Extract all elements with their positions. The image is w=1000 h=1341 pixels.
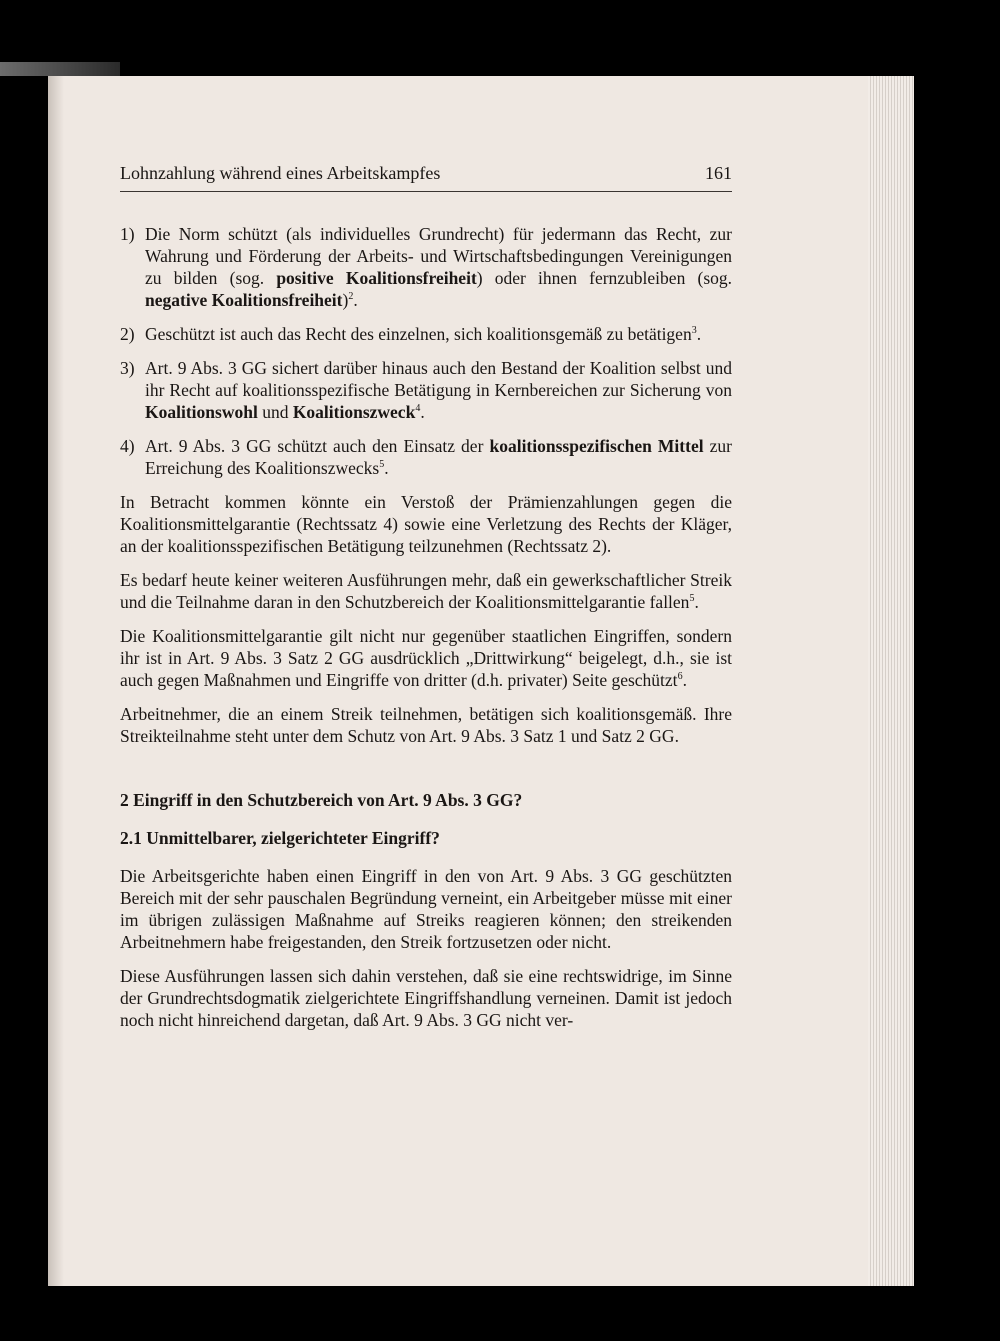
bold-term: negative Koalitionsfreiheit (145, 290, 343, 310)
list-item-1 (120, 223, 732, 311)
section-heading: 2 Eingriff in den Schutzbereich von Art. 9 Abs. 3 GG? (120, 790, 523, 810)
page-number: 161 (705, 163, 732, 183)
page-stack-edges (868, 76, 914, 1286)
list-item-number: 3) (120, 358, 135, 378)
page-body (120, 223, 732, 1043)
list-item-number: 1) (120, 224, 135, 244)
footnote-ref: 4 (415, 403, 421, 415)
footnote-ref: 3 (691, 325, 697, 337)
paragraph: Die Koalitionsmittelgarantie gilt nicht nur gegenüber staatlichen Eingriffen, sondern ihr ist in Art. 9 Abs. 3 Satz 2 GG ausdrücklich „Drittwirkung“ beigelegt, d.h., sie ist auch gegen Maßnahmen und Eingriffe von dritter (d.h. privater) Seite geschützt$^6$. (120, 626, 732, 690)
list-item-2 (120, 323, 732, 345)
footnote-ref: 6 (677, 671, 683, 683)
footnote-ref: 2 (348, 291, 354, 303)
paragraph: Diese Ausführungen lassen sich dahin verstehen, daß sie eine rechtswidrige, im Sinne der Grundrechtsdogmatik zielgerichtete Eingriffshandlung verneinen. Damit ist jedoch noch nicht hinreichend dargetan, daß Art. 9 Abs. 3 GG nicht ver- (120, 966, 732, 1030)
list-item-3 (120, 357, 732, 423)
page-gutter-shadow (48, 76, 64, 1286)
bold-term: Koalitionszweck (292, 402, 416, 422)
paragraph: Die Arbeitsgerichte haben einen Eingriff in den von Art. 9 Abs. 3 GG geschützten Bereich mit der sehr pauschalen Begründung verneint, ein Arbeitgeber müsse mit einer im übrigen zulässigen Maßnahme auf Streiks reagieren können; den streikenden Arbeitnehmern habe freigestanden, den Streik fortzusetzen oder nicht. (120, 866, 732, 952)
running-title: Lohnzahlung während eines Arbeitskampfes (120, 163, 441, 183)
bold-term: Koalitionswohl (145, 402, 258, 422)
list-item-text: Art. 9 Abs. 3 GG schützt auch den Einsatz der koalitionsspezifischen Mittel zur Erreichung des Koalitionszwecks$^5$. (145, 436, 732, 478)
list-item-number: 2) (120, 324, 135, 344)
footnote-ref: 5 (689, 593, 695, 605)
footnote-ref: 5 (379, 459, 385, 471)
bold-term: koalitionsspezifischen Mittel (489, 436, 704, 456)
paragraph: In Betracht kommen könnte ein Verstoß der Prämienzahlungen gegen die Koalitionsmittelgarantie (Rechtssatz 4) sowie eine Verletzung des Rechts der Kläger, an der koalitionsspezifischen Betätigung teilzunehmen (Rechtssatz 2). (120, 492, 732, 556)
paragraph: Arbeitnehmer, die an einem Streik teilnehmen, betätigen sich koalitionsgemäß. Ihre Streikteilnahme steht unter dem Schutz von Art. 9 Abs. 3 Satz 1 und Satz 2 GG. (120, 704, 732, 746)
list-item-text: Die Norm schützt (als individuelles Grundrecht) für jedermann das Recht, zur Wahrung und Förderung der Arbeits- und Wirtschaftsbedingungen Vereinigungen zu bilden (sog. positive Koalitionsfreiheit) oder ihnen fernzubleiben (sog. negative Koalitionsfreiheit)$^2$. (145, 224, 733, 310)
list-item-4 (120, 435, 732, 479)
list-item-text: Geschützt ist auch das Recht des einzelnen, sich koalitionsgemäß zu betätigen$^3$. (145, 324, 702, 344)
bold-term: positive Koalitionsfreiheit (276, 268, 477, 288)
subsection-heading: 2.1 Unmittelbarer, zielgerichteter Eingriff? (120, 828, 440, 848)
book-spine-edge (0, 62, 120, 76)
running-header (120, 161, 732, 192)
list-item-number: 4) (120, 436, 135, 456)
list-item-text: Art. 9 Abs. 3 GG sichert darüber hinaus auch den Bestand der Koalition selbst und ihr Recht auf koalitionsspezifische Betätigung in Kernbereichen zur Sicherung von Koalitionswohl und Koalitionszweck$^4$. (145, 358, 732, 422)
paragraph: Es bedarf heute keiner weiteren Ausführungen mehr, daß ein gewerkschaftlicher Streik und die Teilnahme daran in den Schutzbereich der Koalitionsmittelgarantie fallen$^5$. (120, 570, 732, 612)
